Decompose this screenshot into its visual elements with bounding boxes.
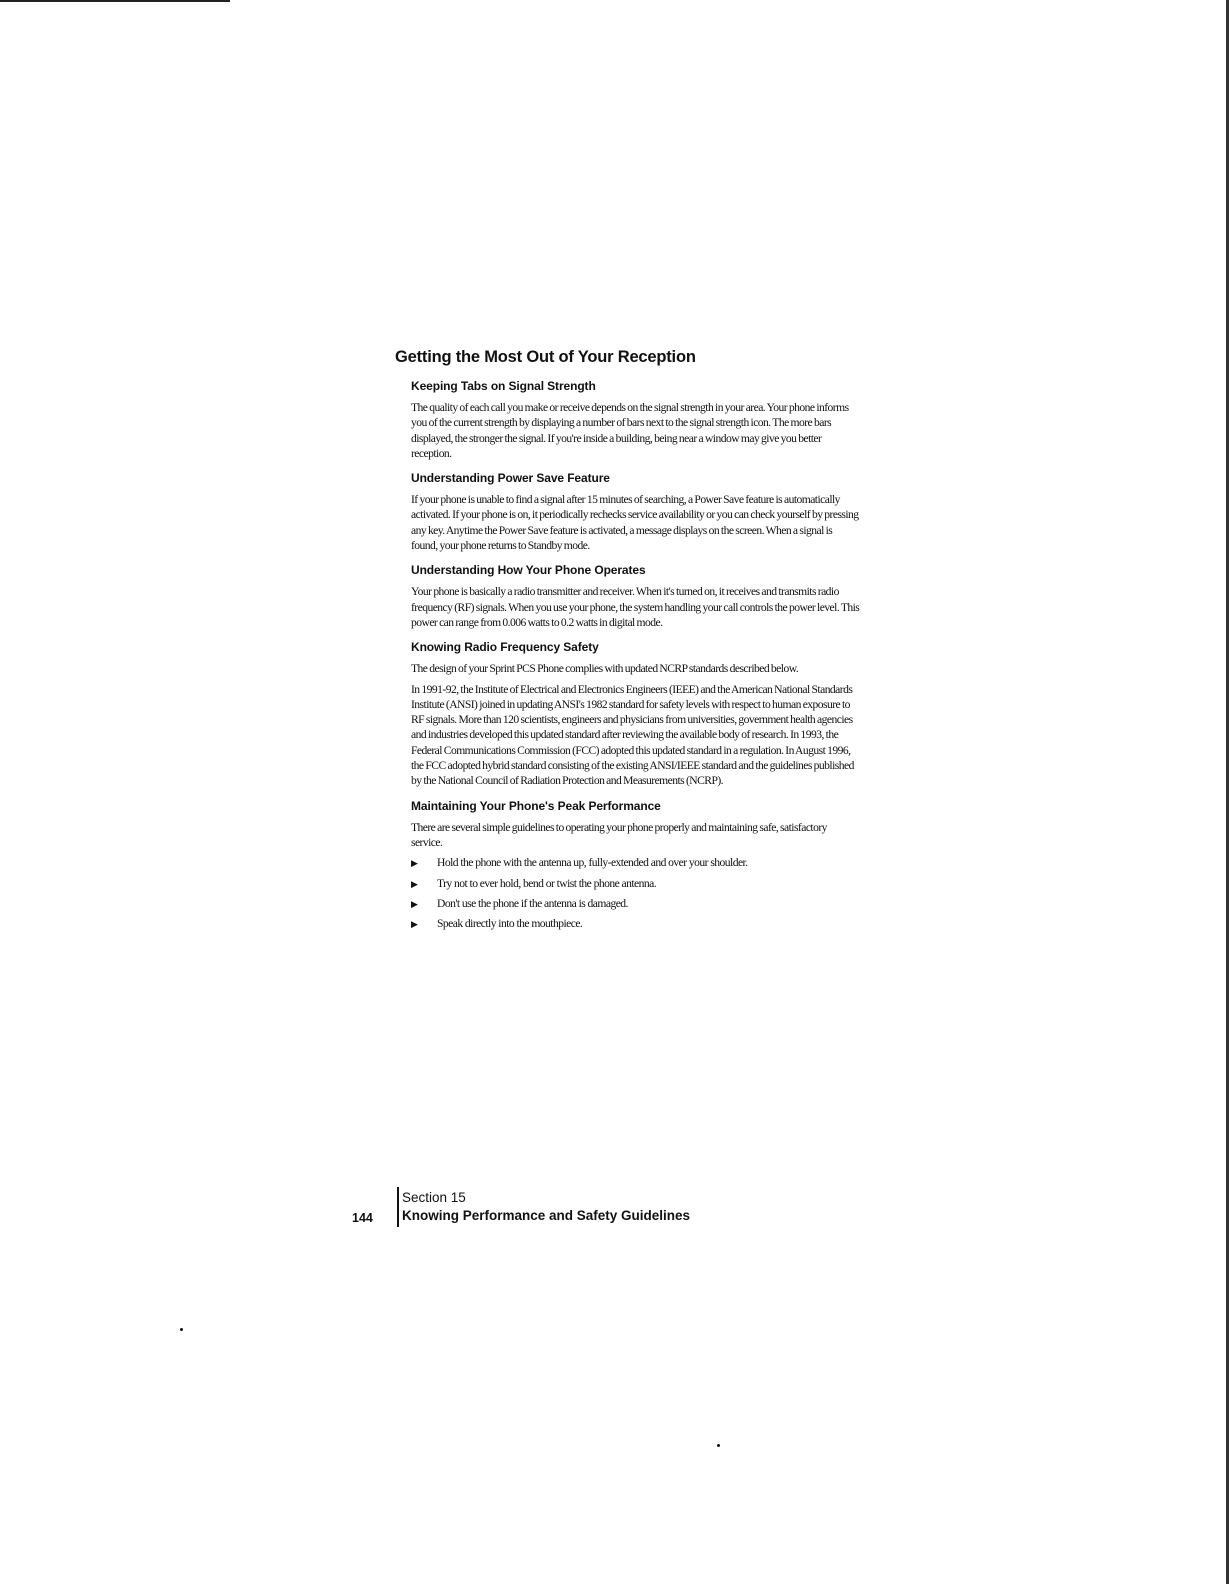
list-item — [411, 916, 860, 932]
section-heading: Understanding How Your Phone Operates — [411, 563, 646, 578]
guideline-list — [411, 855, 860, 932]
page-content — [395, 348, 860, 936]
section-signal-strength — [411, 379, 860, 461]
list-item — [411, 855, 860, 871]
footer-divider — [397, 1187, 399, 1227]
triangle-right-icon: ▶ — [411, 919, 418, 930]
section-phone-operates — [411, 563, 860, 630]
page-footer — [352, 1187, 852, 1231]
paragraph: The quality of each call you make or receive depends on the signal strength in your area. Your phone informs you of the current strength by displaying a number of bars next to the signal strength icon. The more bars displayed, the stronger the signal. If you're inside a building, being near a window may give you better reception. — [411, 401, 849, 460]
section-heading: Maintaining Your Phone's Peak Performance — [411, 798, 661, 813]
footer-section-label: Section 15 — [402, 1190, 466, 1205]
footer-section-title: Knowing Performance and Safety Guidelines — [402, 1208, 691, 1223]
section-peak-performance — [411, 799, 860, 933]
triangle-right-icon: ▶ — [411, 878, 418, 889]
paragraph: Your phone is basically a radio transmitter and receiver. When it's turned on, it receives and transmits radio frequency (RF) signals. When you use your phone, the system handling your call controls the power level. This power can range from 0.006 watts to 0.2 watts in digital mode. — [411, 585, 860, 629]
list-item-text: Hold the phone with the antenna up, fully-extended and over your shoulder. — [437, 856, 748, 870]
section-heading: Understanding Power Save Feature — [411, 471, 610, 486]
scan-speck — [717, 1444, 720, 1447]
scan-edge-top — [0, 0, 230, 2]
section-heading: Keeping Tabs on Signal Strength — [411, 379, 596, 393]
page-number: 144 — [352, 1211, 373, 1225]
paragraph: In 1991-92, the Institute of Electrical and Electronics Engineers (IEEE) and the American National Standards Institute (ANSI) joined in updating ANSI's 1982 standard for safety levels with respect to human exposure to RF signals. More than 120 scientists, engineers and physicians from universities, government health agencies and industries developed this updated standard after reviewing the available body of research. In 1993, the Federal Communications Commission (FCC) adopted this updated standard in a regulation. In August 1996, the FCC adopted hybrid standard consisting of the existing ANSI/IEEE standard and the guidelines published by the National Council of Radiation Protection and Measurements (NCRP). — [411, 682, 854, 788]
list-item-text: Don't use the phone if the antenna is damaged. — [437, 896, 628, 910]
section-heading: Knowing Radio Frequency Safety — [411, 640, 599, 655]
triangle-right-icon: ▶ — [411, 898, 418, 909]
section-rf-safety — [411, 640, 860, 788]
paragraph: The design of your Sprint PCS Phone complies with updated NCRP standards described below. — [411, 662, 799, 676]
list-item — [411, 896, 860, 912]
list-item-text: Try not to ever hold, bend or twist the phone antenna. — [437, 876, 657, 890]
list-item — [411, 876, 860, 892]
paragraph: If your phone is unable to find a signal after 15 minutes of searching, a Power Save feature is automatically activated. If your phone is on, it periodically rechecks service availability or you can check yourself by pressing any key. Anytime the Power Save feature is activated, a message displays on the screen. When a signal is found, your phone returns to Standby mode. — [411, 493, 859, 553]
list-item-text: Speak directly into the mouthpiece. — [437, 917, 583, 931]
section-power-save — [411, 471, 860, 553]
triangle-right-icon: ▶ — [411, 858, 418, 869]
page-title: Getting the Most Out of Your Reception — [395, 348, 696, 366]
scan-speck — [180, 1328, 183, 1331]
paragraph: There are several simple guidelines to operating your phone properly and maintaining safe, satisfactory service. — [411, 820, 827, 849]
